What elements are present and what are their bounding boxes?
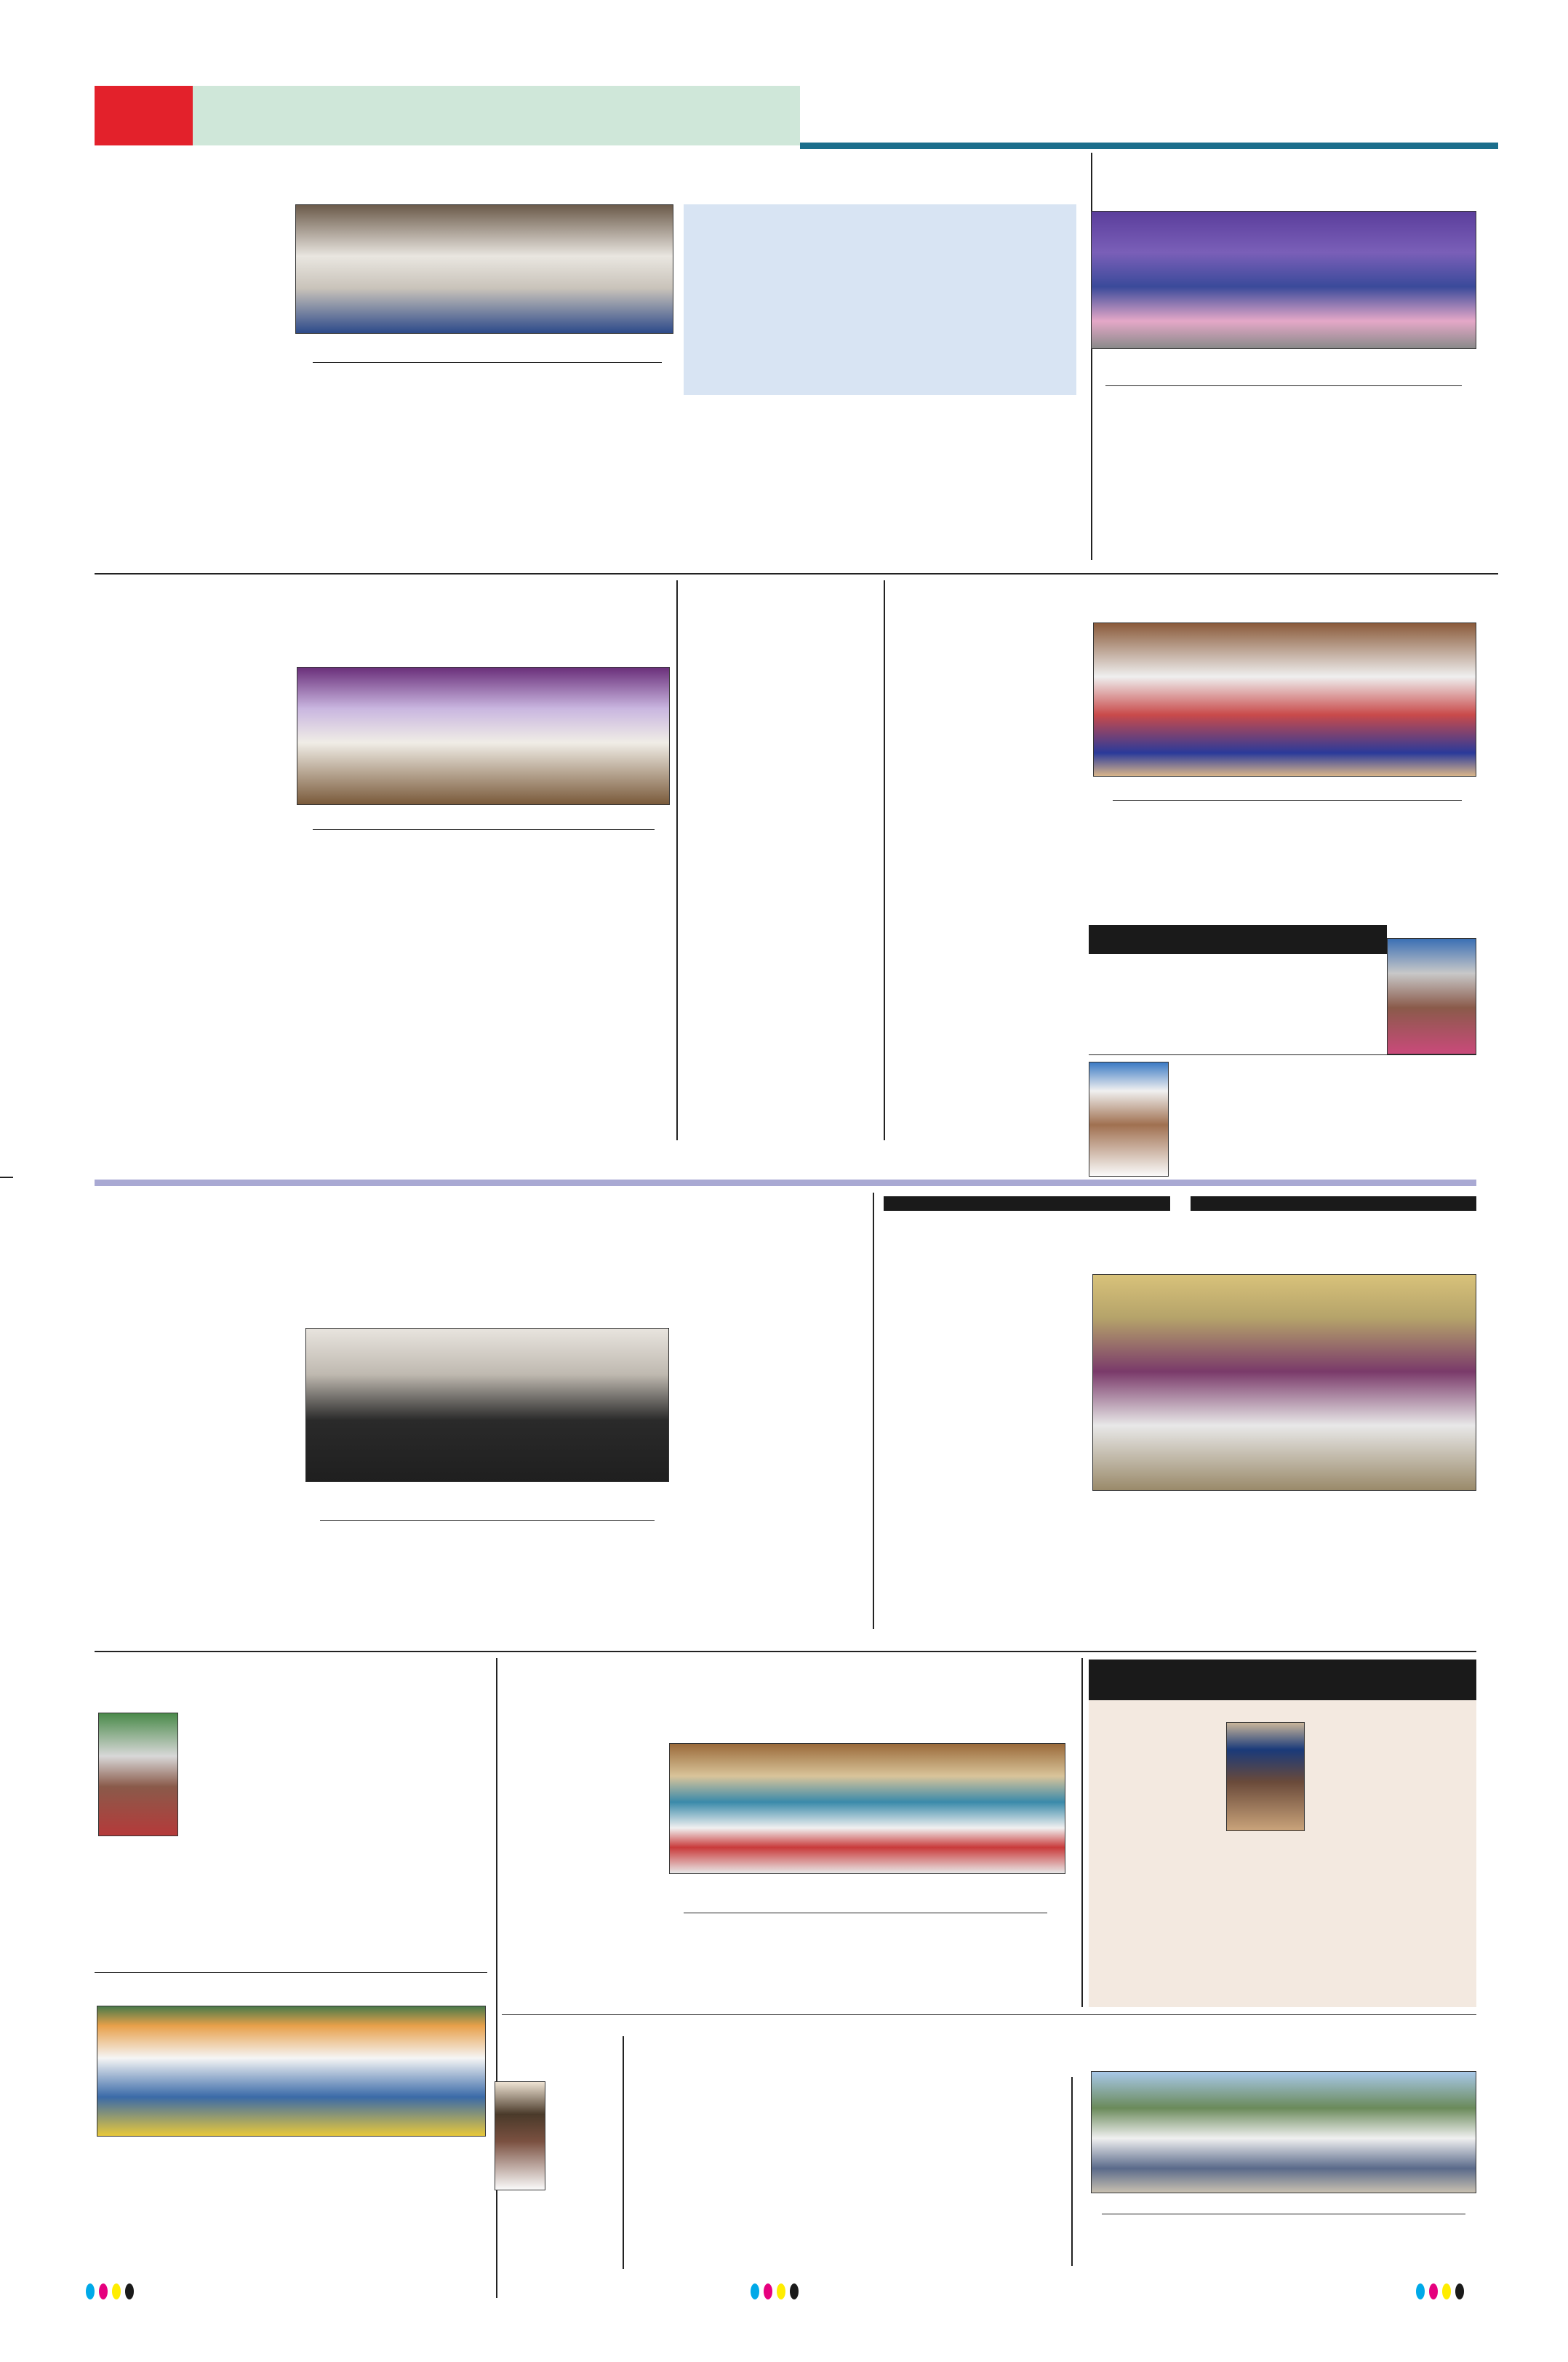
photo-women-tug-of-war	[1091, 211, 1476, 349]
asi-banner	[1089, 1660, 1476, 1700]
magenta-mark	[1429, 2283, 1438, 2299]
photo-gangamma	[1387, 938, 1476, 1054]
magenta-mark	[99, 2283, 108, 2299]
yellow-mark	[1442, 2283, 1451, 2299]
photo-cooperative-workshop	[297, 667, 670, 805]
section-divider	[95, 573, 1498, 575]
column-divider	[873, 1193, 874, 1629]
photo-lawyers-meeting	[305, 1328, 669, 1482]
section-divider	[95, 1651, 1476, 1652]
kicker-bar-left	[884, 1196, 1170, 1211]
column-divider	[1071, 2077, 1073, 2266]
fold-mark	[0, 1177, 13, 1178]
obit-divider	[1089, 1054, 1476, 1055]
photo-k-mahadevashetty	[495, 2081, 545, 2190]
caption-rule	[1113, 800, 1462, 801]
cyan-mark	[1416, 2283, 1425, 2299]
magenta-mark	[764, 2283, 772, 2299]
black-mark	[1455, 2283, 1464, 2299]
column-divider	[623, 2036, 624, 2269]
yellow-mark	[112, 2283, 121, 2299]
column-divider	[496, 1658, 497, 2298]
caption-rule	[313, 362, 662, 363]
cmyk-marks-left	[86, 2283, 134, 2299]
private-schools-kicker-row	[884, 1196, 1476, 1211]
photo-madivala-resignation	[669, 1743, 1065, 1874]
black-mark	[125, 2283, 134, 2299]
kollegal-body	[95, 1693, 487, 1824]
article-divider	[95, 1972, 487, 1973]
cmyk-marks-center	[751, 2283, 799, 2299]
masthead-rule	[800, 143, 1498, 149]
photo-press-meet	[295, 204, 673, 334]
caption-rule	[313, 829, 655, 830]
caption-rule	[320, 1520, 655, 1521]
cyan-mark	[86, 2283, 95, 2299]
cyan-mark	[751, 2283, 759, 2299]
cmyk-marks-right	[1416, 2283, 1464, 2299]
photo-vachana-gathering	[1093, 622, 1476, 777]
column-divider	[1081, 1658, 1083, 2007]
asi-col2	[1287, 1706, 1469, 1830]
photo-protest-crowd	[1092, 1274, 1476, 1491]
kicker-bar-right	[1191, 1196, 1477, 1211]
photo-bjp-celebration	[97, 2006, 486, 2137]
obit-gangamma-banner	[1089, 925, 1387, 954]
photo-mahin-haji	[1089, 1062, 1169, 1177]
column-divider	[884, 580, 885, 1140]
section-divider-lavender	[95, 1180, 1476, 1186]
black-mark	[790, 2283, 799, 2299]
page-number-tag	[95, 86, 193, 145]
column-divider	[676, 580, 678, 1140]
sidebar-bjp-headline	[684, 204, 1076, 213]
sidebar-bjp-box	[684, 204, 1076, 395]
caption-rule	[1105, 385, 1462, 386]
section-title	[193, 86, 800, 145]
yellow-mark	[777, 2283, 785, 2299]
photo-gujarat-bus	[1091, 2071, 1476, 2193]
section-divider	[502, 2014, 1476, 2015]
asi-col1	[1096, 1706, 1278, 1830]
